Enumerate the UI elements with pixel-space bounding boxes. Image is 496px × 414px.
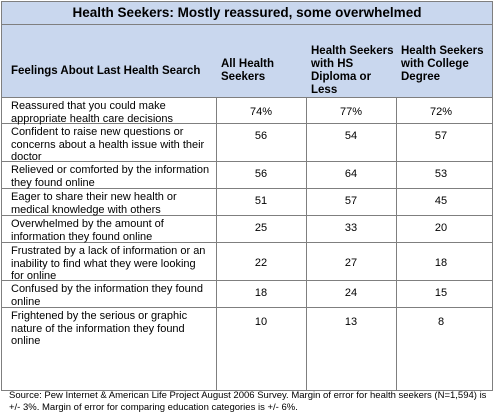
row-label: Eager to share their new health or medical knowledge with others [11,191,177,216]
row-value: 57 [434,130,448,142]
row-value: 18 [434,257,448,269]
table-header [2,25,492,98]
table-row [2,162,492,189]
column-header-college: Health Seekers with College Degree [401,45,484,83]
row-value: 10 [254,316,268,328]
row-value: 64 [344,168,358,180]
row-value: 45 [434,195,448,207]
table-title: Health Seekers: Mostly reassured, some overwhelmed [2,2,492,25]
row-label: Relieved or comforted by the information they found online [11,164,210,189]
row-value: 33 [344,222,358,234]
column-header-all: All Health Seekers [221,58,275,83]
row-value: 13 [344,316,358,328]
row-value: 51 [254,195,268,207]
row-value: 15 [434,287,448,299]
row-label: Confident to raise new questions or concerns about a health issue with their doctor [11,126,205,163]
row-value: 27 [344,257,358,269]
row-value: 20 [434,222,448,234]
row-value: 77% [339,106,363,118]
row-label: Overwhelmed by the amount of information they found online [11,218,164,243]
column-header-feelings: Feelings About Last Health Search [11,65,201,77]
row-value: 56 [254,130,268,142]
row-value: 25 [254,222,268,234]
data-table [1,1,493,391]
row-value: 8 [437,316,445,328]
row-value: 74% [249,106,273,118]
table-row [2,243,492,281]
row-value: 54 [344,130,358,142]
row-value: 24 [344,287,358,299]
table-row [2,98,492,124]
table-row [2,124,492,162]
table-body [2,98,492,347]
table-row [2,308,492,347]
row-label: Confused by the information they found online [11,283,204,308]
table-row [2,189,492,216]
row-label: Reassured that you could make appropriate health care decisions [11,100,174,125]
row-value: 18 [254,287,268,299]
row-label: Frustrated by a lack of information or an inability to find what they were looking for online [11,245,206,282]
table-row [2,281,492,308]
row-value: 57 [344,195,358,207]
row-value: 53 [434,168,448,180]
table-row [2,216,492,243]
column-header-hs: Health Seekers with HS Diploma or Less [311,45,394,96]
row-value: 72% [429,106,453,118]
row-value: 22 [254,257,268,269]
source-note: Source: Pew Internet & American Life Project August 2006 Survey. Margin of error for health seekers (N=1,594) is +/- 3%. Margin of error for comparing education categories is +/- 6%. [9,390,487,413]
row-label: Frightened by the serious or graphic nature of the information they found online [11,310,188,347]
row-value: 56 [254,168,268,180]
